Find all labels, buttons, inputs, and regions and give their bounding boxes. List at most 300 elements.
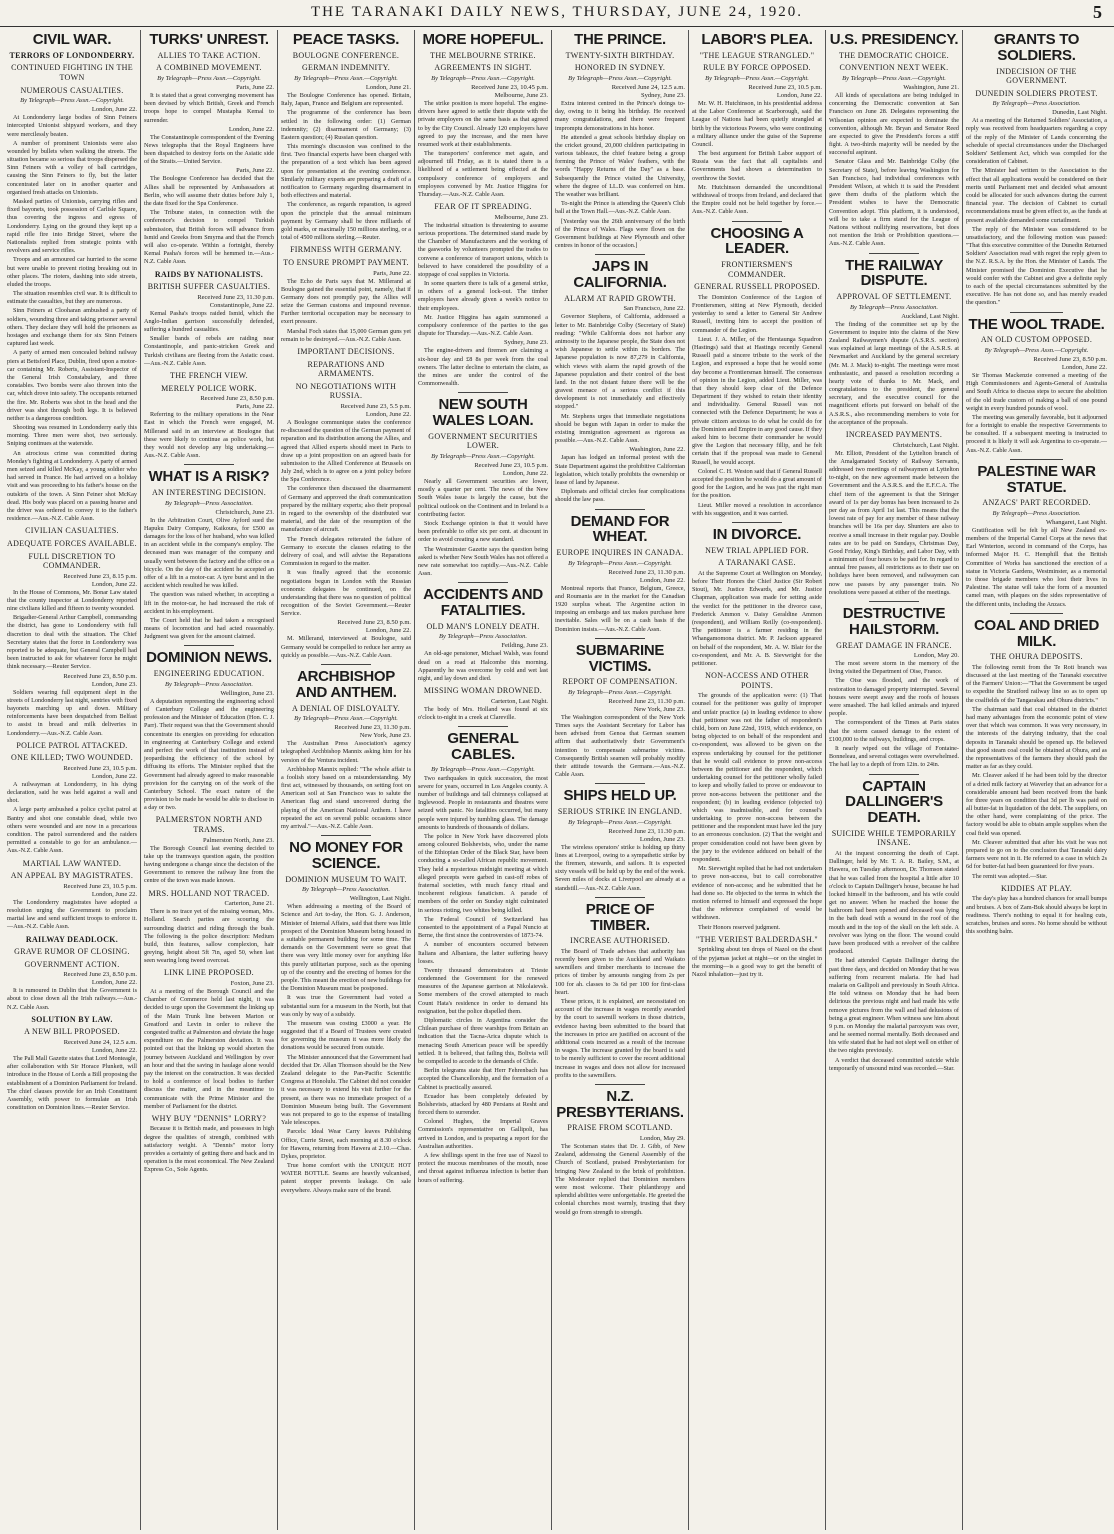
divider — [1010, 459, 1064, 460]
article-subheading: MRS. HOLLAND NOT TRACED. — [148, 888, 270, 898]
byline: By Telegraph—Press Assn.—Copyright. — [294, 74, 398, 82]
article-subheading: PALMERSTON NORTH AND TRAMS. — [155, 815, 263, 835]
masthead-title: THE TARANAKI DAILY NEWS, THURSDAY, JUNE 24, 1920. — [310, 4, 804, 20]
dateline: Sydney, June 23. — [504, 339, 548, 347]
article-subheading: A NEW BILL PROPOSED. — [24, 1027, 120, 1037]
article-subheading: FIRMNESS WITH GERMANY. — [290, 245, 402, 255]
paragraph: Nearly all Government securities are lower, mostly a quarter per cent. The news of the New South Wales issue is largely the cause, but the political outlook on the Continent and in Ireland is a contributing factor. — [418, 478, 548, 518]
paragraph: This morning's discussion was confined to the first. Two financial experts have been charged with the preparation of a text which has been agreed upon for presentation at the evening conference. Similarly military experts are preparing a draft of a notification to Germany regarding disarmament in both effectives and material. — [281, 143, 411, 200]
article-headline: LABOR'S PLEA. — [701, 31, 813, 48]
paragraph: Brigadier-General Arthur Campbell, commanding the district, has gone to Londonderry with full discretion to deal with the situation. The Chief Secretary states that the force in Londonderry was reported to be adequate, but General Campbell had been instructed to ask for whatever force he might think necessary.—Reuter Service. — [7, 614, 137, 671]
article-subheading: ADEQUATE FORCES AVAILABLE. — [7, 538, 137, 548]
dateline: Received June 23, 11.30 p.m. — [608, 568, 685, 576]
divider — [184, 464, 233, 465]
article-headline: WHAT IS A RISK? — [148, 468, 270, 486]
article-subheading: THE MELBOURNE STRIKE. — [430, 50, 536, 60]
article-headline: ACCIDENTS AND FATALITIES. — [423, 586, 543, 620]
paragraph: The Federal Council of Switzerland has consented to the appointment of a Papal Nuncio at Berne, the first since the controversies of 1873-74. — [418, 915, 548, 940]
article-headline: NO MONEY FOR SCIENCE. — [289, 839, 403, 872]
paragraph: At the Supreme Court at Wellington on Monday, before Their Honors the Chief Justice (Sir Robert Stout), Mr. Justice Edwards, and Mr. Justice Chapman, application was made for setting aside the verdict for the petitioner in the divorce case, Frederick Ammon v. Daisy Geraldine Ammon (respondent), and William Reilly (co-respondent). The petitioner is a farmer residing in the Whangamomona district. Mr. P. Jackson appeared on behalf of the respondent, Mr. A. W. Blair for the co-respondent, and Mr. A. B. Sievwright for the petitioner. — [692, 569, 822, 667]
dateline: Carterton, Last Night. — [490, 697, 548, 705]
article-subheading: TWENTY-SIXTH BIRTHDAY. — [565, 50, 675, 60]
paragraph: Mr. Elliott, President of the Lyttelton branch of the Amalgamated Society of Railway Servants, addressed two meetings of railwaymen at Lyttelton to-night, on the new agreement made between the Government and the A.S.R.S. and the E.F.C.A. The chief item of the agreement is that the Stringer award of 1s per day bonus has been increased to 2s per day as from April 1st last. This means that the lowest rate of pay for any member of these railway branches will be 16s per day. Shunters are also to receive a small increase in their regular pay. Double rates are to be paid on Sundays, Christmas Day, Good Friday, King's Birthday, and Labor Day, with a minimum of four hours to be paid for. In regard to annual free passes, all restrictions as to their use on holidays have been removed, and railwaymen can now use passes by any passenger train. No resolutions were passed at either of the meetings. — [829, 449, 959, 596]
article-subheading: ONE KILLED; TWO WOUNDED. — [11, 753, 133, 763]
dateline: Melbourne, June 23. — [494, 213, 548, 221]
paragraph: It is rumoured in Dublin that the Government is about to close down all the Irish railways.—Aus.-N.Z. Cable Assn. — [7, 987, 137, 1011]
paragraph: All kinds of speculations are being indulged in concerning the Democratic convention at San Francisco on June 28. Delegates representing the Wilsonian opinion are expected to dominate the convention, although Mr. Bryan and Senator Reed are expected to give the President's forces a stiff fight. A two-thirds majority will be needed by the successful aspirant. — [829, 91, 959, 157]
byline: By Telegraph—Press Assn.—Copyright. — [568, 818, 672, 826]
paragraph: Troops and an armoured car hurried to the scene but were unable to prevent rioting breaking out in other places. The rioters, dashing into side streets, eluded the troops. — [7, 256, 137, 288]
article-subheading: REPORT OF COMPENSATION. — [562, 677, 678, 687]
article-headline: THE PRINCE. — [574, 31, 666, 48]
article-subheading: ANZACS' PART RECORDED. — [982, 498, 1091, 508]
paragraph: To-night the Prince is attending the Queen's Club ball at the Town Hall.—Aus.-N.Z. Cable Assn. — [555, 200, 685, 216]
paragraph: A few shillings spent in the free use of Nazol to protect the mucous membranes of the mouth, nose and throat against influenza infection is better than hours of suffering. — [418, 1152, 548, 1184]
article-headline: DOMINION NEWS. — [146, 649, 272, 667]
article-subheading: A COMBINED MOVEMENT. — [156, 63, 262, 73]
paragraph: An old-age pensioner, Michael Walsh, was found dead on a road at Halcombe this morning. Apparently he was overcome by cold and wet last night, and lay down and died. — [418, 650, 548, 682]
divider — [869, 774, 918, 775]
masthead — [0, 0, 1114, 27]
dateline: London, June 22. — [639, 576, 685, 584]
paragraph: Parcels: Ideal Wear Carry leaves Publishing Office, Currie Street, each morning at 8.30 o'clock for Hawera, returning from Hawera at 2.10.—Chas. Dykes, proprietor. — [281, 1128, 411, 1160]
paragraph: Sinn Feiners at Clooharan ambushed a party of soldiers, wounding three and taking prisoner several others. They declare they will hold the prisoners as hostages and exchange them for six Sinn Feiners captured last week. — [7, 307, 137, 348]
article-subheading: MERELY POLICE WORK. — [161, 383, 257, 393]
dateline: Received June 23, 11.30 p.m. — [608, 827, 685, 835]
paragraph: At the inquest concerning the death of Capt. Dallinger, held by Mr. T. A. R. Bailey, S.M., at Hawera, on Tuesday afternoon, Dr. Thomson stated that he was called from the hospital a little after 10 o'clock to Captain Dallinger's house, because he had locked himself in the bathroom, and his wife could get no answer. When he reached the house the bathroom had been opened and deceased was lying in the bath dead with a wound in the roof of the mouth and in the top of the skull on the left side. A revolver was lying on the floor. The wound could have been produced with a revolver of the calibre produced. — [829, 849, 959, 956]
paragraph: Lieut. Miller moved a resolution in accordance with his suggestion, and it was carried. — [692, 501, 822, 517]
dateline: Received June 23, 11.30 p.m. — [334, 724, 411, 732]
byline: By Telegraph—Press Assn.—Copyright. — [568, 688, 672, 696]
paragraph: The Oise was flooded, and the work of restoration to damaged property interrupted. Several houses were swept away and the roofs of houses were smashed. The hail killed animals and injured people. — [829, 677, 959, 718]
paragraph: The police in New York have discovered plots among coloured Bolshevists, who, under the name of the Ethiopian Order of the Black Star, have been conducting a so-called African republic movement. They held a mysterious midnight meeting at which alleged precepts were garbed in cast-off robes of fraternal societies, with much fancy ritual and incoherent religious fanaticism. A parade of members of the order on Sunday night culminated in serious rioting, two whites being killed. — [418, 832, 548, 914]
divider — [732, 522, 781, 523]
article-headline: SHIPS HELD UP. — [563, 787, 677, 805]
paragraph: A railwayman at Londonderry, in his dying declaration, said he was held against a wall and shot. — [7, 780, 137, 805]
article-subheading: RULE BY FORCE OPPOSED. — [703, 63, 811, 73]
article-subheading: GREAT DAMAGE IN FRANCE. — [836, 640, 952, 650]
column-5 — [552, 30, 689, 1530]
paragraph: The industrial situation is threatening to assume serious proportions. The determined stand made by the Chamber of Manufacturers and the working of the gasworks by volunteers prompted the trades to convene a conference of transport unions, which is believed to have considered the possibility of a stoppage of coal supplies in Victoria. — [418, 221, 548, 278]
byline: By Telegraph—Press Association. — [992, 100, 1081, 108]
article-headline: ARCHBISHOP AND ANTHEM. — [295, 668, 397, 701]
paragraph: The question was raised whether, in accepting a lift in the motor-car, he had increased the risk of accident in his employment. — [144, 591, 274, 615]
article-headline: PRICE OF TIMBER. — [585, 900, 655, 934]
paragraph: In the Arbitration Court, Olive Ayford sued the Hapuku Dairy Company, Kaikoura, for £500 as damages for the loss of her husband, who was killed in an accident while in the company's employ. The deceased man was manager of the company and usually went between the factory and the office on a bicycle. On the day of the accident he accepted an offer of a lift in a motor-car. A tyre burst and in the accident which resulted he was killed. — [144, 516, 274, 590]
dateline: London, June 22. — [1061, 363, 1107, 371]
paragraph: Mr. Justice Higgins has again summoned a compulsory conference of the parties to the gas dispute for Thursday.—Aus.-N.Z. Cable Assn. — [418, 313, 548, 338]
byline: By Telegraph—Press Assn.—Copyright. — [705, 74, 809, 82]
article-headline: IN DIVORCE. — [712, 525, 802, 543]
article-subheading: GERMAN INDEMNITY. — [301, 63, 391, 73]
article-subheading: GRAVE RUMOR OF CLOSING. — [14, 947, 130, 957]
byline: By Telegraph—Press Assn.—Copyright. — [157, 74, 261, 82]
dateline: Paris, June 22. — [236, 167, 274, 175]
paragraph: The Court held that he had taken a recognised means of locomotion and had acted reasonably. Judgment was given for the amount claimed. — [144, 616, 274, 641]
divider — [458, 582, 507, 583]
paragraph: The programme of the conference has been settled in the following order: (1) German indemnity; (2) disarmament of Germany; (3) Eastern question; (4) Russian question. — [281, 109, 411, 141]
dateline: Received June 23, 5.5 p.m. — [340, 402, 411, 410]
article-subheading: INCREASE AUTHORISED. — [570, 936, 670, 946]
dateline: London, June 22. — [365, 410, 411, 418]
dateline: Paris, June 22. — [236, 403, 274, 411]
paragraph: The best argument for British Labor support of Russia was the fact that all capitalists and Governments had shown a determination to overthrow the Soviet. — [692, 150, 822, 182]
paragraph: Two earthquakes in quick succession, the most severe for years, occurred in Los Angeles county. A number of buildings and tall chimneys collapsed at Inglewood. People in restaurants and theatres were seized with panic. No fatalities occurred, but many people were injured by tumbling glass. The damage amounts to hundreds of thousands of dollars. — [418, 774, 548, 831]
newspaper-columns — [4, 30, 1110, 1530]
dateline: London, June 22. — [502, 470, 548, 478]
paragraph: Gratification will be felt by all New Zealand ex-members of the Imperial Camel Corps at the news that Earl Winterton, second in command of the Corps, has informed Major H. C. Hemphill that the British Committee of Works has sanctioned the erection of a statue in Victoria Gardens, Westminster, as a memorial to those brigade members who lost their lives in Palestine. The statue will take the form of a mounted camel man, with plaques on the sides representative of the different units, including the Anzacs. — [966, 526, 1107, 608]
paragraph: The transporters' conference met again, and adjourned till Friday, as it is stated there is a likelihood of a settlement being effected at the compulsory conference of employers and employees convened by Mr. Justice Higgins for Thursday.—Aus.-N.Z. Cable Assn. — [418, 150, 548, 198]
article-headline: PALESTINE WAR STATUE. — [977, 462, 1096, 496]
article-subheading: HONORED IN SYDNEY. — [574, 63, 666, 73]
paragraph: Smaller bands of rebels are raiding near Constantinople, and panic-stricken Greek and Turkish civilians are fleeing from the Asiatic coast.—Aus.-N.Z. Cable Assn. — [144, 335, 274, 367]
article-subheading: MARTIAL LAW WANTED. — [22, 858, 122, 868]
article-subheading: THE DEMOCRATIC CHOICE. — [839, 50, 949, 60]
article-subheading: BOULOGNE CONFERENCE. — [292, 50, 400, 60]
article-headline: DEMAND FOR WHEAT. — [570, 512, 670, 546]
divider — [458, 392, 507, 393]
paragraph: The body of Mrs. Holland was found at six o'clock to-night in a creek at Clareville. — [418, 705, 548, 721]
paragraph: Governor Stephens, of California, addressed a letter to Mr. Bainbridge Colby (Secretary of State) reading: "While California does not harbor any animosity to the Japanese people, the State does not wish Japanese to settle within its borders. The Japanese population is now 87,279 in California, which views with alarm the rapid growth of the Japanese population and their control of the best land. In the not distant future there will be the gravest menace of a serious conflict if this development is not immediately and effectively stopped." — [555, 313, 685, 411]
dateline: London, May 29. — [639, 1135, 685, 1142]
paragraph: The most severe storm in the memory of the living visited the Department of Oise, France. — [829, 660, 959, 676]
dateline: Sydney, June 23. — [641, 91, 685, 99]
dateline: London, June 21. — [365, 83, 411, 91]
article-subheading: IMPORTANT DECISIONS. — [297, 347, 395, 356]
article-subheading: GENERAL RUSSELL PROPOSED. — [694, 282, 820, 292]
divider — [869, 253, 918, 254]
dateline: Received June 23, 10.5 p.m. — [63, 882, 137, 890]
paragraph: Colonel Hughes, the Imperial Graves Commission's representative on Gallipoli, has arrived in London, and is preparing a report for the Australian authorities. — [418, 1118, 548, 1150]
paragraph: A deputation representing the engineering school of Canterbury College and the engineering profession and the Minister of Education (Hon. C. J. Parr). Their request was that the Government should concentrate its energies on providing for education in engineering at Canterbury College and extend and perfect the work of that institution instead of jeopardising the efficiency of the school by diffusing its efforts. The Minister replied that the Government had already agreed to make reasonable provision for the carrying on of the work of the Canterbury School. The exact nature of the provision to be made he would be able to disclose in a day or two. — [144, 697, 274, 812]
dateline: Received June 23, 10.45 p.m. — [471, 83, 548, 91]
paragraph: The day's play has a hundred chances for small bumps and bruises. A box of Zam-Buk should always be kept in readiness. There's nothing to equal it for healing cuts, scratches, bruises and sores. No home should be without this soothing balm. — [966, 895, 1107, 936]
paragraph: The Board of Trade advises that authority has recently been given to the Auckland and Waikato sawmillers and timber merchants to increase the prices of timber by amounts ranging from 2s per 100 for ah. classes to 3s 6d per 100 for first-class heart. — [555, 947, 685, 996]
dateline: Received June 23, 10.5 p.m. — [474, 462, 548, 470]
article-subheading: WHY BUY "DENNIS" LORRY? — [151, 1113, 267, 1123]
paragraph: The Boulogne Conference has opened. Britain, Italy, Japan, France and Belgium are represented. — [281, 91, 411, 108]
article-subheading: "THE VERIEST BALDERDASH." — [696, 934, 818, 944]
column-3 — [278, 30, 415, 1530]
dateline: London, June 22. — [91, 580, 137, 588]
divider — [595, 897, 644, 898]
paragraph: The strike position is more hopeful. The engine-drivers have agreed to settle their dispute with the private employers on the same basis as that agreed to by the City Council. Already 120 employers have agreed to pay the increase, and the men have resumed work at their establishments. — [418, 99, 548, 148]
divider — [321, 835, 370, 836]
article-subheading: BRITISH SUFFER CASUALTIES. — [147, 282, 271, 292]
dateline: London, June 22. — [776, 91, 822, 99]
paragraph: Mr. Cleaver submitted that after his visit he was not prepared to go on to the conclusion that Taranaki dairy farmers were not in it. He referred to a case in which 2s 6d for butter-fat had been guaranteed for five years. — [966, 838, 1107, 871]
article-subheading: APPROVAL OF SETTLEMENT. — [836, 292, 952, 301]
dateline: Received June 23, 8.50 p.m. — [1033, 355, 1107, 363]
article-headline: SUBMARINE VICTIMS. — [575, 641, 665, 675]
divider — [595, 1084, 644, 1085]
paragraph: The Borough Council last evening decided to take up the tramways question again, the position having undergone a change since the decision of the Government to remove the railway line from the centre of the town was made known. — [144, 844, 274, 885]
paragraph: M. Millerand, interviewed at Boulogne, said Germany would be compelled to reduce her army as quickly as possible.—Aus.-N.Z. Cable Assn. — [281, 635, 411, 659]
paragraph: The French delegates reiterated the failure of Germany to execute the clauses relating to the delivery of coal, and will advise the Reparations Commission in regard to the matter. — [281, 535, 411, 568]
article-subheading-bold: TERRORS OF LONDONDERRY. — [9, 50, 135, 60]
paragraph: The correspondent of the Times at Paris states that the storm caused damage to the extent of £100,000 to the railways, buildings, and crops. — [829, 719, 959, 743]
paragraph: The remit was adopted.—Star. — [972, 872, 1048, 880]
paragraph: Mr. Sievwright replied that he had not undertaken to prove non-access, but to call corroborative evidence of non-access; and he submitted that he had done so. He objected to the terms in which the motion referred to himself and expressed the hope that the reference complained of would be withdrawn. — [692, 865, 822, 922]
article-headline: THE WOOL TRADE. — [968, 315, 1105, 333]
article-subheading: EUROPE INQUIRES IN CANADA. — [556, 548, 684, 558]
paragraph: [Yesterday was the 26th anniversary of the birth of the Prince of Wales. Flags were flown on the Government buildings at New Plymouth and other centres in honor of the occasion.] — [555, 217, 685, 250]
paragraph: Stock Exchange opinion is that it would have been preferable to offer six per cent. at discount in order to avoid creating a new standard. — [418, 519, 548, 544]
article-subheading-bold: RAIDS BY NATIONALISTS. — [154, 269, 264, 279]
paragraph: Japan has lodged an informal protest with the State Department against the prohibitive Californian legislation, which totally prohibits the ownership or lease of land by Japanese. — [555, 454, 685, 486]
paragraph: He had attended Captain Dallinger during the past three days, and decided on Monday that he was suffering from recurrent malaria. He had had malaria on Gallipoli and previously in South Africa. He told witness on Monday that he had been delirious the previous night and had made his wife remove pictures from the wall and had delusions of being a great engineer. When witness saw him about 9 p.m. on Monday the malarial paroxysm was over, and he seemed normal mentally. Both deceased and his wife stated that he had not slept well on either of the two nights previously. — [829, 957, 959, 1055]
dateline: Christchurch, June 23. — [215, 508, 274, 516]
paragraph: The conference, as regards reparation, is agreed upon the principle that the annual minimum payment by Germany shall be three milliards of gold marks, or maximally 150 millions sterling, or a total of 4500 millions sterling.—Reuter. — [281, 201, 411, 242]
dateline: Wellington, Last Night. — [349, 895, 411, 903]
page-number: 5 — [1093, 2, 1102, 22]
article-subheading: ALARM AT RAPID GROWTH. — [564, 293, 676, 303]
paragraph: The Scotsman states that Dr. J. Gibb, of New Zealand, addressing the General Assembly of the Church of Scotland, praised Presbyterianism for bringing New Zealand to the brink of prohibition. The Moderator replied that Dominion members were most welcome. Their philanthropy and splendid abilities were unforgettable. He greeted the colonial churches most warmly, trusting that they would go from strength to strength. — [555, 1143, 685, 1216]
paragraph: A verdict that deceased committed suicide while temporarily of unsound mind was recorded.—Star. — [829, 1056, 959, 1072]
paragraph: Berlin telegrams state that Herr Fehrenbach has accepted the Chancellorship, and the formation of a Cabinet is practically assured. — [418, 1067, 548, 1091]
article-subheading: SERIOUS STRIKE IN ENGLAND. — [557, 807, 683, 817]
paragraph: At a meeting of the Borough Council and the Chamber of Commerce held last night, it was decided to urge upon the Government the linking up of the Main Trunk line between Marton or Greatford and Levin in order to relieve the congested traffic at Palmerston and obviate the huge expenditure on the Palmerston deviation. It was pointed out that the linking up would shorten the journey between Auckland and Wellington by over an hour and that the saving in haulage alone would pay the interest on the construction. It was decided to hold a conference of local bodies to further discuss the matter, and in the meantime to communicate with the Prime Minister and the member of Parliament for the district. — [144, 988, 274, 1110]
paragraph: The museum was costing £3000 a year. He suggested that if a Board of Trustees were created for governing the museum it was more likely the donations would be secured from outside. — [281, 1019, 411, 1052]
dateline: Received June 23, 8.50 p.m. — [63, 971, 137, 979]
article-subheading: KIDDIES AT PLAY. — [1000, 883, 1073, 893]
paragraph: It was true the Government had voted a substantial sum for a museum in the North, but that was only by way of a subsidy. — [281, 994, 411, 1018]
divider — [595, 783, 644, 784]
dateline: Dunedin, Last Night. — [1052, 109, 1107, 117]
paragraph: A large party ambushed a police cyclist patrol at Bantry and shot one constable dead, while two others were wounded and are now in a precarious condition. The patrol surrendered and the raiders permitted a constable to go for an ambulance.—Aus.-N.Z. Cable Assn. — [7, 806, 137, 855]
dateline: Auckland, Last Night. — [901, 312, 959, 320]
paragraph: Marshal Foch states that 15,000 German guns yet remain to be destroyed.—Aus.-N.Z. Cable Assn. — [281, 327, 411, 343]
divider — [458, 726, 507, 727]
byline: By Telegraph—Press Assn.—Copyright. — [431, 74, 535, 82]
dateline: Wellington, June 23. — [220, 689, 274, 697]
article-subheading: AN APPEAL BY MAGISTRATES. — [10, 871, 134, 881]
paragraph: The Pall Mall Gazette states that Lord Monteagle, after collaboration with Sir Horace Plunkett, will introduce in the House of Lords a Bill proposing the establishment of a Dominion Parliament for Ireland. The chief clauses provide for an Irish Constituent Assembly, with power to formulate an Irish constitution on Dominion lines.—Reuter Service. — [7, 1055, 137, 1112]
article-subheading: SUICIDE WHILE TEMPORARILY INSANE. — [831, 828, 957, 848]
dateline: Constantinople, June 22. — [209, 301, 274, 309]
dateline: Received June 23, 8.15 p.m. — [63, 572, 137, 580]
paragraph: There is no trace yet of the missing woman, Mrs. Holland. Search parties are scouring the surrounding district and riding through the bush. The following is the police description: Medium build, thin features, sallow complexion, hair greying, height about 5ft 7in, aged 50, when last seen wearing long tweed overcoat. — [144, 908, 274, 965]
article-subheading: DOMINION MUSEUM TO WAIT. — [285, 874, 407, 884]
paragraph: A number of prominent Unionists were also wounded by bullets when walking the streets. The situation became so serious that troops dispersed the Sinn Feiners with a volley of ball cartridges, causing the Sinn Feiners to fly, but the latter concentrated later on in another quarter and organised fresh attacks on Unionists. — [7, 139, 137, 196]
paragraph: It nearly wiped out the village of Fontaine-Bonneleau, and several cottages were overwhelmed. The hail lay to a depth of from 12in. to 24in. — [829, 744, 959, 769]
paragraph: At Londonderry large bodies of Sinn Feiners intercepted Unionist shipyard workers, and they were mercilessly beaten. — [7, 114, 137, 138]
paragraph: When addressing a meeting of the Board of Science and Art to-day, the Hon. G. J. Anderson, Minister of Internal Affairs, said that there was little prospect of the Dominion Museum being housed in a suitable permanent building for some time. The demands on the Government were so great that there was very little money over for anything like this purely utilitarian purpose, such as the opening up of the country and the erecting of homes for the people. This meant the erection of new buildings for the Dominion Museum must be postponed. — [281, 903, 411, 993]
dateline: Christchurch, Last Night. — [892, 441, 959, 449]
paragraph: Masked parties of Unionists, carrying rifles and fixed bayonets, took possession of Carlisle Square, thus covering the ingress and egress of Londonderry. Lying on the ground they kept up a rapid rifle fire into Bridge Street, where the Nationalists replied from strategic points with revolvers and service rifles. — [7, 198, 137, 255]
dateline: Melbourne, June 23. — [494, 91, 548, 99]
article-subheading: THE FRENCH VIEW. — [170, 371, 248, 380]
article-subheading: NEW TRIAL APPLIED FOR. — [705, 545, 809, 555]
dateline: New York, June 23. — [359, 732, 411, 740]
paragraph: He attended a great schools birthday display on the cricket ground, 20,000 children participating in various tableaux, the chief feature being a group forming the Prince of Wales' feathers, with the words "Happy Returns of the Day" as a base. Subsequently the Prince visited the University, where the degree of LL.D. was conferred on him. The weather was brilliant. — [555, 133, 685, 198]
article-headline: N.Z. PRESBYTERIANS. — [556, 1087, 684, 1121]
paragraph: A Boulogne communique states the conference re-discussed the question of the German payment of reparation and its distribution among the Allies, and agreed that Allied experts should meet in Paris to draw up a joint proposition on an agreed basis for submission to the Allied Conference at Brussels on July 2nd, which is to agree on a joint policy before the Spa Conference. — [281, 418, 411, 484]
paragraph: Lieut. J. A. Miller, of the Herstaunga Squadron (Hastings) said that at Hastings recently General Russell paid a sincere tribute to the work of the Legion, and expressed a hope that he would some day become a Frontiersman himself. The consensus of opinion in the Legion, added Lieut. Miller, was that they should keep clear of the Defence Department if they wished to retain their identity and individuality. General Russell was not connected with the Defence Department; he was a private citizen anxious to do what he could do for the Dominion and Empire in any good cause. If they asked him to become their commander he would give the Legion that necessary fillip, and he felt certain that if the proposal was made to General Russell, he would accept. — [692, 335, 822, 466]
article-subheading: FEAR OF IT SPREADING. — [434, 202, 532, 212]
dateline: London, May 20. — [913, 652, 959, 660]
dateline: Received June 23, 8.50 p.m. — [63, 672, 137, 680]
paragraph: The meeting was generally favorable, but it adjourned for a fortnight to enable the respective Governments to be consulted. If a subsequent meeting is instructed to proceed it is likely it will ask Argentina to co-operate.—Aus.-N.Z. Cable Assn. — [966, 413, 1107, 454]
dateline: Whangarei, Last Night. — [1045, 518, 1107, 526]
dateline: London, June 22. — [365, 627, 411, 635]
article-headline: GRANTS TO SOLDIERS. — [993, 31, 1080, 64]
column-2 — [141, 30, 278, 1530]
dateline: Washington, June 22. — [629, 446, 685, 454]
article-headline: JAPS IN CALIFORNIA. — [573, 258, 667, 292]
article-subheading: CIVILIAN CASUALTIES. — [25, 526, 119, 536]
article-subheading: THE OHURA DEPOSITS. — [990, 652, 1083, 662]
paragraph: These prices, it is explained, are necessitated on account of the increase in wages recently awarded by the court to sawmill workers in those districts, evidence having been submitted to the board that the increases in price are justified on account of the additional costs incurred as a result of the increase in wages. The increase granted by the board is said to be merely sufficient to cover the recent additional increase in wages and does not allow for increased profits to the sawmillers. — [555, 998, 685, 1079]
paragraph: It was finally agreed that the economic negotiations begun in London with the Russian economic delegates be continued, on the understanding that there was no question of political recognition of the Soviet Government.—Reuter Service. — [281, 569, 411, 618]
article-subheading: NUMEROUS CASUALTIES. — [20, 85, 124, 95]
byline: By Telegraph—Press Association. — [992, 509, 1081, 517]
paragraph: It is stated that a great converging movement has been devised by which British, Greek and French troops hope to compel Mustapha Kemal to surrender. — [144, 91, 274, 124]
dateline: London, June 22. — [228, 125, 274, 133]
paragraph: The Boulogne Conference has decided that the Allies shall be represented by Ambassadors at Berlin, who will assume their duties before July 1, the date fixed for the Spa Conference. — [144, 175, 274, 207]
dateline: Received June 23, 10.5 p.m. — [748, 83, 822, 91]
dateline: Feilding, June 23. — [501, 642, 548, 650]
dateline: Received June 24, 12.5 a.m. — [611, 83, 685, 91]
article-subheading: LINK LINE PROPOSED. — [164, 968, 254, 978]
divider — [595, 254, 644, 255]
dateline: Foxton, June 23. — [230, 980, 274, 988]
article-subheading: A DENIAL OF DISLOYALTY. — [292, 703, 400, 713]
divider — [732, 221, 781, 222]
byline: By Telegraph—Press Assn.—Copyright. — [294, 715, 398, 723]
article-subheading: REPARATIONS AND ARMAMENTS. — [307, 359, 385, 379]
article-subheading: INCREASED PAYMENTS. — [845, 430, 943, 440]
article-headline: DESTRUCTIVE HAILSTORM. — [842, 605, 946, 638]
paragraph: The finding of the committee set up by the Government to inquire into the claims of the New Zealand Railwaymen's dispute (A.S.R.S. section) was explained at large meetings of the A.S.R.S. at Newmarket and Auckland by the general secretary (Mr. M. J. Mack) to-night. The meetings were most enthusiastic, and passed a resolution recording a hearty vote of thanks to Mr. Mack, and congratulations to the president, the general secretary, and the executive council for the magnificent efforts put forward on behalf of the A.S.R.S., also recommending members to vote for the acceptance of the proposals. — [829, 320, 959, 426]
paragraph: A number of encounters occurred between Italians and Albanians, the latter suffering heavy losses. — [418, 941, 548, 965]
article-subheading: INDECISION OF THE GOVERNMENT. — [996, 66, 1077, 86]
paragraph: The Australian Press Association's agency telegraphed Archbishop Mannix asking him for his version of the Ventura incident. — [281, 740, 411, 764]
article-headline: CHOOSING A LEADER. — [710, 224, 804, 258]
article-subheading: CONVENTION NEXT WEEK. — [839, 63, 949, 73]
paragraph: Mr. Cleaver asked if he had been told by the director of a dried milk factory at Waverley that an advance for a considerable amount had been received from the bank for three years on condition that 3d per lb was paid on all butter-fat in liquidation of the debt. The suppliers, on the other hand, were complaining of the price. The factory would be able to obtain ample supplies when the coal field was opened. — [966, 772, 1107, 837]
dateline: Palmerston North, June 23. — [203, 836, 274, 844]
column-6 — [689, 30, 826, 1530]
article-headline: PEACE TASKS. — [292, 31, 400, 48]
paragraph: Their Honors reserved judgment. — [698, 923, 781, 931]
paragraph: The Echo de Paris says that M. Millerand at Boulogne gained the essential point, namely, that if Germany does not promptly pay, the Allies will seize the German customs and impound revenue. Further territorial occupation may be necessary to exert pressure. — [281, 277, 411, 326]
byline: By Telegraph—Press Assn.—Copyright. — [20, 97, 124, 105]
dateline: London, June 22. — [91, 772, 137, 780]
paragraph: Mr. Hutchinson demanded the unconditional withdrawal of troops from Ireland, and declared that the Empire could not be held together by force.—Aus.-N.Z. Cable Assn. — [692, 183, 822, 216]
paragraph: The wireless operators' strike is holding up thirty lines at Liverpool, owing to a sympathetic strike by the firemen, stewards, and sailors. It is expected sixty vessels will be held up by the end of the week. Seven miles of docks at Liverpool are already at a standstill.—Aus.-N.Z. Cable Assn. — [555, 843, 685, 892]
divider — [321, 664, 370, 665]
dateline: London, June 22. — [91, 1047, 137, 1055]
dateline: Received June 23, 8.50 p.m. — [337, 619, 411, 627]
dateline: Paris, June 22. — [373, 269, 411, 277]
paragraph: Soldiers wearing full equipment slept in the streets of Londonderry last night, sentries with fixed bayonets marching up and down. Military reinforcements have been despatched from Belfast to assist in bread and milk deliveries in Londonderry.—Aus.-N.Z. Cable Assn. — [7, 688, 137, 737]
byline: By Telegraph—Press Association. — [301, 886, 391, 894]
byline: By Telegraph—Press Association. — [849, 303, 939, 311]
article-subheading: AN INTERESTING DECISION. — [151, 488, 267, 498]
paragraph: Mr. W. H. Hutchinson, in his presidential address at the Labor Conference at Scarborough, said the League of Nations had been quietly strangled at birth by the victorious Powers, who were continuing a military alliance under the guise of the Supreme Council. — [692, 99, 822, 148]
byline: By Telegraph—Press Assn.—Copyright. — [984, 346, 1089, 354]
paragraph: Because it is British made, and possesses in high degree the qualities of strength, combined with satisfactory weight. A "Dennis" motor lorry provides a certainty of getting there and back and in operation is the most economical. The New Zealand Express Co., Sole Agents. — [144, 1125, 274, 1174]
byline: By Telegraph—Press Assn.—Copyright. — [568, 74, 672, 82]
byline: By Telegraph—Press Assn.—Copyright. — [842, 74, 946, 82]
paragraph: The Londonderry magistrates have adopted a resolution urging the Government to proclaim martial law and send sufficient troops to enforce it.—Aus.-N.Z. Cable Assn. — [7, 898, 137, 931]
divider — [595, 509, 644, 510]
article-subheading: DUNEDIN SOLDIERS PROTEST. — [975, 88, 1098, 98]
paragraph: The conference then discussed the disarmament of Germany and approved the draft communication prepared by the military experts; also their proposal in regard to the ownership of the distributed war material, and the date of the resumption of the manufacture of aircraft. — [281, 485, 411, 534]
article-subheading: AN OLD CUSTOM OPPOSED. — [980, 335, 1093, 345]
article-subheading: CONTINUED FIGHTING IN THE TOWN — [11, 63, 133, 82]
paragraph: Shooting was resumed in Londonderry early this morning. Three men were shot, two seriously. Sniping continues at the waterside. — [7, 424, 137, 448]
article-headline: MORE HOPEFUL. — [422, 31, 544, 48]
paragraph: The chairman said that coal obtained in the district had many advantages from the economic point of view over that which was common. It was very necessary, in the interests of the dairying industry, that the coal deposits in Taranaki should be opened up. He believed that good steam coal could be obtained at Ohura, and as the representatives of the farmers they should push the matter as far as they could. — [966, 705, 1107, 771]
paragraph: The Westminster Gazette says the question being asked is whether New South Wales has not offered a new rate somewhat too rapidly.—Aus.-N.Z. Cable Assn. — [418, 545, 548, 578]
paragraph: Kemal Pasha's troops raided Ismid, which the Anglo-Indian garrison successfully defended, suffering a hundred casualties. — [144, 309, 274, 334]
article-subheading: POLICE PATROL ATTACKED. — [16, 740, 128, 750]
paragraph: The engine-drivers and firemen are claiming a six-hour day and £8 8s per week from the coal owners. The latter decline to entertain the claim, as the mines are under the control of the Commonwealth. — [418, 347, 548, 388]
column-7 — [826, 30, 963, 1530]
column-1 — [4, 30, 141, 1530]
paragraph: Referring to the military operations in the Near East in which the French were engaged, M. Millerand said in an interview at Boulogne that these were likely to continue as police work, but they would not develop any big undertaking.—Aus.-N.Z. Cable Assn. — [144, 411, 274, 460]
article-headline: COAL AND DRIED MILK. — [974, 616, 1099, 650]
dateline: Received June 23, 11.30 p.m. — [608, 697, 685, 705]
article-subheading-bold: RAILWAY DEADLOCK. — [25, 934, 119, 944]
divider — [184, 645, 233, 646]
divider — [869, 601, 918, 602]
dateline: New York, June 23. — [633, 705, 685, 713]
article-subheading-bold: SOLUTION BY LAW. — [31, 1014, 113, 1024]
byline: By Telegraph—Press Association. — [164, 499, 254, 507]
article-subheading: FRONTIERSMEN'S COMMANDER. — [721, 260, 793, 279]
paragraph: At a meeting of the Returned Soldiers' Association, a reply was received from headquarters regarding a copy of the reply of the Minister of Lands concerning the schedule of special circumstances under the Discharged Soldiers' Settlement Act, which was compiled for the consideration of Cabinet. — [966, 117, 1107, 166]
paragraph: Sir Thomas Mackenzie convened a meeting of the High Commissioners and Agents-General of Australia and South Africa to discuss steps to secure the abolition of the old trade custom of making a ball of one pound weight in every hundred pounds of wool. — [966, 371, 1107, 412]
paragraph: A party of armed men concealed behind railway piers at Bettsford Place, Dublin, fired upon a motor-car containing Mr. Roberts, Assistant-Inspector of the General Irish Constabulary, and three constables. Two bombs were also thrown into the car, which drove into safety. The occupants returned the fire. Mr. Roberts was shot in the head and the driver was shot through both legs. It is believed neither is a dangerous condition. — [7, 349, 137, 422]
paragraph: The Dominion Conference of the Legion of Frontiersmen, sitting at New Plymouth, decided yesterday to send a letter to General Sir Andrew Russell, inviting him to accept the position of commander of the Legion. — [692, 293, 822, 334]
paragraph: The Washington correspondent of the New York Times says the Assistant Secretary for Labor has been advised from Genoa that German seamen affirm that authoritatively their Government's intention to compensate submarine victims. Consequently British seamen will probably modify their attitude towards the Germans.—Aus.-N.Z. Cable Assn. — [555, 713, 685, 779]
column-4 — [415, 30, 552, 1530]
paragraph: In the House of Commons, Mr. Bonar Law stated that the county inspector at Londonderry reported nine civilians killed and fifteen to twenty wounded. — [7, 588, 137, 613]
paragraph: Senator Glass and Mr. Bainbridge Colby (the Secretary of State), before leaving Washington for San Francisco, had individual conferences with President Wilson, at which it is said the President gave them drafts of the platform which the President wishes to have the Democratic Convention adopt. This platform, it is understood, will be to take a firm stand for the League of Nations without nullifying reservations, but does not mention the Irish or Prohibition questions.—Aus.-N.Z. Cable Assn. — [829, 158, 959, 248]
paragraph: The Tribune states, in connection with the conference's decision to compel Turkish submission, that British forces will advance from Ismid and Greeks from Smyrna and that the French will also co-operate. Within a fortnight, thereby Kemal Pasha's forces will be hemmed in.—Aus.-N.Z. Cable Assn. — [144, 209, 274, 266]
article-headline: GENERAL CABLES. — [447, 730, 519, 763]
article-headline: CIVIL WAR. — [32, 31, 112, 48]
dateline: London, June 22. — [91, 979, 137, 987]
dateline: San Francisco, June 22. — [623, 305, 685, 313]
article-subheading: PRAISE FROM SCOTLAND. — [567, 1123, 673, 1133]
dateline: Received June 23, 11.30 p.m. — [197, 293, 274, 301]
divider — [595, 638, 644, 639]
paragraph: In some quarters there is talk of a general strike, in others of a general lock-out. The timber employers have already given a week's notice to their employees. — [418, 280, 548, 312]
byline: By Telegraph—Press Association. — [164, 680, 254, 688]
paragraph: Archbishop Mannix replied: "The whole affair is a foolish story based on a misunderstanding. My first act, witnessed by thousands, on setting foot on American soil at San Francisco was to salute the American flag and stand uncovered during the playing of the American National Anthem. I have repeated the act on several public occasions since my arrival."—Aus.-N.Z. Cable Assn. — [281, 765, 411, 830]
dateline: London, June 23. — [639, 835, 685, 843]
dateline: Paris, June 22. — [236, 83, 274, 91]
paragraph: Diplomats and official circles fear complications should the law pass. — [555, 488, 685, 504]
article-subheading: MISSING WOMAN DROWNED. — [423, 686, 543, 696]
article-subheading: "THE LEAGUE STRANGLED." — [699, 50, 815, 60]
paragraph: The reply of the Minister was considered to be unsatisfactory, and the following motion was passed: "That this executive committee of the Dunedin Returned Soldiers' Association read with regret the reply given to the N.Z. R.S.A. by the Hon. the Minister of Lands. The Minister promised the Dominion Executive that he would confer with the Cabinet and give a definite reply to each of the special circumstances submitted by the executive. He has not done so, and has merely evaded the question." — [966, 225, 1107, 307]
paragraph: Ecuador has been completely defeated by Bolshevists, attacked by 480 Persians at Resht and forced them to surrender. — [418, 1092, 548, 1117]
byline: By Telegraph—Press Assn.—Copyright. — [431, 765, 535, 773]
article-subheading: NO NEGOTIATIONS WITH RUSSIA. — [295, 381, 397, 401]
paragraph: An atrocious crime was committed during Monday's fighting at Londonderry. A party of armed men seized and killed McKay, a young soldier who had served in France. He had arrived on a holiday visit and was proceeding to his father's house on the outskirts of the town. A Sinn Feiner shot McKay dead. His body was placed on a passing hearse and the driver was ordered to convey it to the father's residence.—Aus.-N.Z. Cable Assn. — [7, 449, 137, 523]
dateline: Washington, June 21. — [903, 83, 959, 91]
article-subheading: NON-ACCESS AND OTHER POINTS. — [705, 671, 809, 690]
dateline: Received June 24, 12.5 a.m. — [63, 1039, 137, 1047]
divider — [1010, 613, 1064, 614]
dateline: Received June 23, 10.5 p.m. — [63, 764, 137, 772]
article-subheading: GOVERNMENT SECURITIES LOWER. — [428, 431, 538, 451]
